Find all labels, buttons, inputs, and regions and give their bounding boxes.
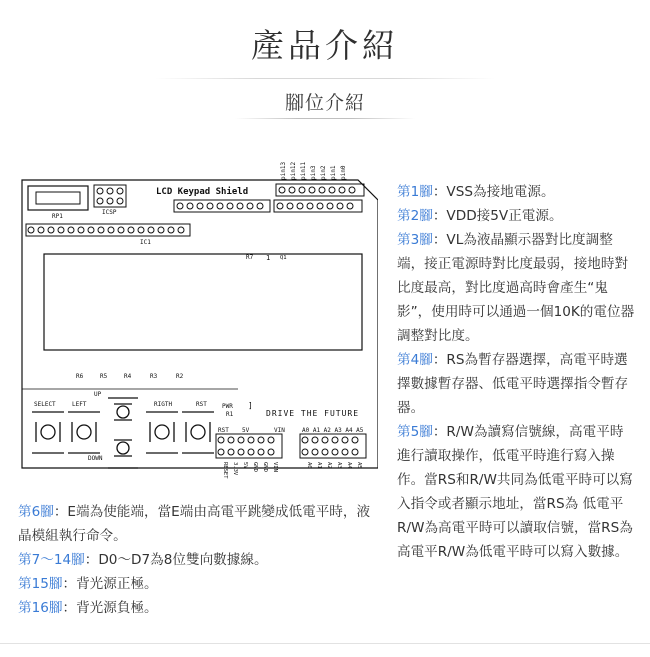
pin-text: ：背光源正極。 [62, 576, 158, 592]
svg-text:RESET: RESET [222, 462, 228, 479]
svg-text:A2: A2 [326, 462, 332, 469]
pin-number: 第3腳 [397, 232, 433, 248]
button-label-down: DOWN [88, 455, 103, 462]
power-header [216, 434, 282, 458]
button-label-select: SELECT [34, 401, 56, 408]
pin-label: pin3 [310, 165, 317, 180]
power-pin-labels [222, 462, 278, 479]
svg-text:A1: A1 [316, 462, 322, 469]
pin-label: pin0 [340, 165, 347, 180]
svg-text:A0: A0 [306, 462, 312, 469]
keypad-buttons [32, 398, 214, 468]
ic1-label: IC1 [140, 239, 151, 246]
svg-text:GND: GND [252, 462, 258, 472]
lcd-keypad-shield-diagram [18, 150, 378, 495]
header-rst-label: RST [218, 427, 229, 434]
pin-text: ：VSS為接地電源。 [432, 184, 555, 200]
pin-number: 第15腳 [18, 576, 63, 592]
pin-number: 第5腳 [397, 424, 433, 440]
lcd-screen [44, 254, 362, 350]
pin-description [18, 596, 378, 620]
button-label-up: UP [94, 391, 102, 398]
pin-text: ：RS為暫存器選擇，高電平時選擇數據暫存器、低電平時選擇指令暫存器。 [397, 352, 629, 416]
pin-label: pin11 [300, 161, 307, 180]
r1-label: R1 [226, 411, 234, 418]
svg-text:A4: A4 [346, 462, 352, 469]
footer-divider [0, 643, 650, 644]
svg-text:A5: A5 [356, 462, 362, 469]
analog-header [300, 434, 366, 458]
pin-number: 第4腳 [397, 352, 433, 368]
svg-text:GND: GND [262, 462, 268, 472]
pin-text: ：E端為使能端，當E端由高電平跳變成低電平時，液晶模組執行命令。 [18, 504, 371, 544]
header-vin-label: VIN [274, 427, 285, 434]
bracket-mark: ] [248, 401, 253, 410]
title-divider [155, 78, 495, 79]
pin-description [397, 348, 637, 420]
pin-description-list-left [18, 500, 378, 620]
pin-label: pin1 [330, 165, 337, 180]
pin-description-list-right [397, 180, 637, 564]
svg-text:R3: R3 [150, 373, 158, 380]
pin-description [18, 548, 378, 572]
resistor-labels [76, 373, 184, 380]
pin-text: ：VL為液晶顯示器對比度調整端，接正電源時對比度最弱，接地時對比度最高，對比度過高時會產生“鬼影”，使用時可以通過一個10K的電位器調整對比度。 [397, 232, 635, 344]
pin-description [18, 500, 378, 548]
slogan: DRIVE THE FUTURE [266, 409, 360, 418]
top-pin-labels [280, 162, 347, 180]
pin-text: ：R/W為讀寫信號線，高電平時進行讀取操作，低電平時進行寫入操作。當RS和R/W共同為低電平時可以寫入指令或者顯示地址，當RS為 低電平R/W為高電平時可以讀取信號，當RS為高電平R/W為低電平時可以寫入數據。 [397, 424, 633, 560]
pin-description [397, 180, 637, 204]
pin-description [397, 420, 637, 564]
analog-top-label: A0 A1 A2 A3 A4 A5 [302, 427, 364, 434]
subtitle-divider [235, 118, 415, 119]
pin-description [397, 204, 637, 228]
ic-small-label: 1 [266, 254, 271, 262]
svg-text:R4: R4 [124, 373, 132, 380]
svg-text:5V: 5V [242, 462, 248, 469]
pwr-label: PWR [222, 403, 233, 410]
icsp-label: ICSP [102, 209, 117, 216]
board-name: LCD Keypad Shield [156, 187, 249, 197]
digital-header-lower [174, 200, 362, 212]
pin-text: ：VDD接5V正電源。 [432, 208, 563, 224]
svg-text:R5: R5 [100, 373, 108, 380]
button-label-left: LEFT [72, 401, 87, 408]
pin-number: 第7～14腳 [18, 552, 85, 568]
svg-text:R6: R6 [76, 373, 84, 380]
header-5v-label: 5V [242, 427, 250, 434]
pin-label: pin13 [280, 161, 287, 180]
svg-text:A3: A3 [336, 462, 342, 469]
button-label-rst: RST [196, 401, 207, 408]
pin-description [397, 228, 637, 348]
r7-label: R7 [246, 254, 254, 261]
pin-number: 第16腳 [18, 600, 63, 616]
pin-text: ：背光源負極。 [62, 600, 158, 616]
pin-label: pin2 [320, 165, 327, 180]
pin-text: ：D0～D7為8位雙向數據線。 [84, 552, 268, 568]
page-title: 產品介紹 [251, 26, 399, 65]
pin-label: pin12 [290, 161, 297, 180]
svg-text:VIN: VIN [272, 462, 278, 472]
rp1-label: RP1 [52, 213, 63, 220]
svg-text:3.3V: 3.3V [232, 462, 238, 476]
section-subtitle: 腳位介紹 [284, 92, 365, 114]
button-label-right: RIGTH [154, 401, 173, 408]
digital-header-upper [276, 184, 364, 196]
pin-number: 第1腳 [397, 184, 433, 200]
pin-number: 第6腳 [18, 504, 54, 520]
pin-description [18, 572, 378, 596]
lcd-pin-header [26, 224, 190, 236]
svg-text:R2: R2 [176, 373, 184, 380]
pin-number: 第2腳 [397, 208, 433, 224]
q1-label: Q1 [280, 255, 287, 261]
rp1-component [28, 186, 88, 210]
